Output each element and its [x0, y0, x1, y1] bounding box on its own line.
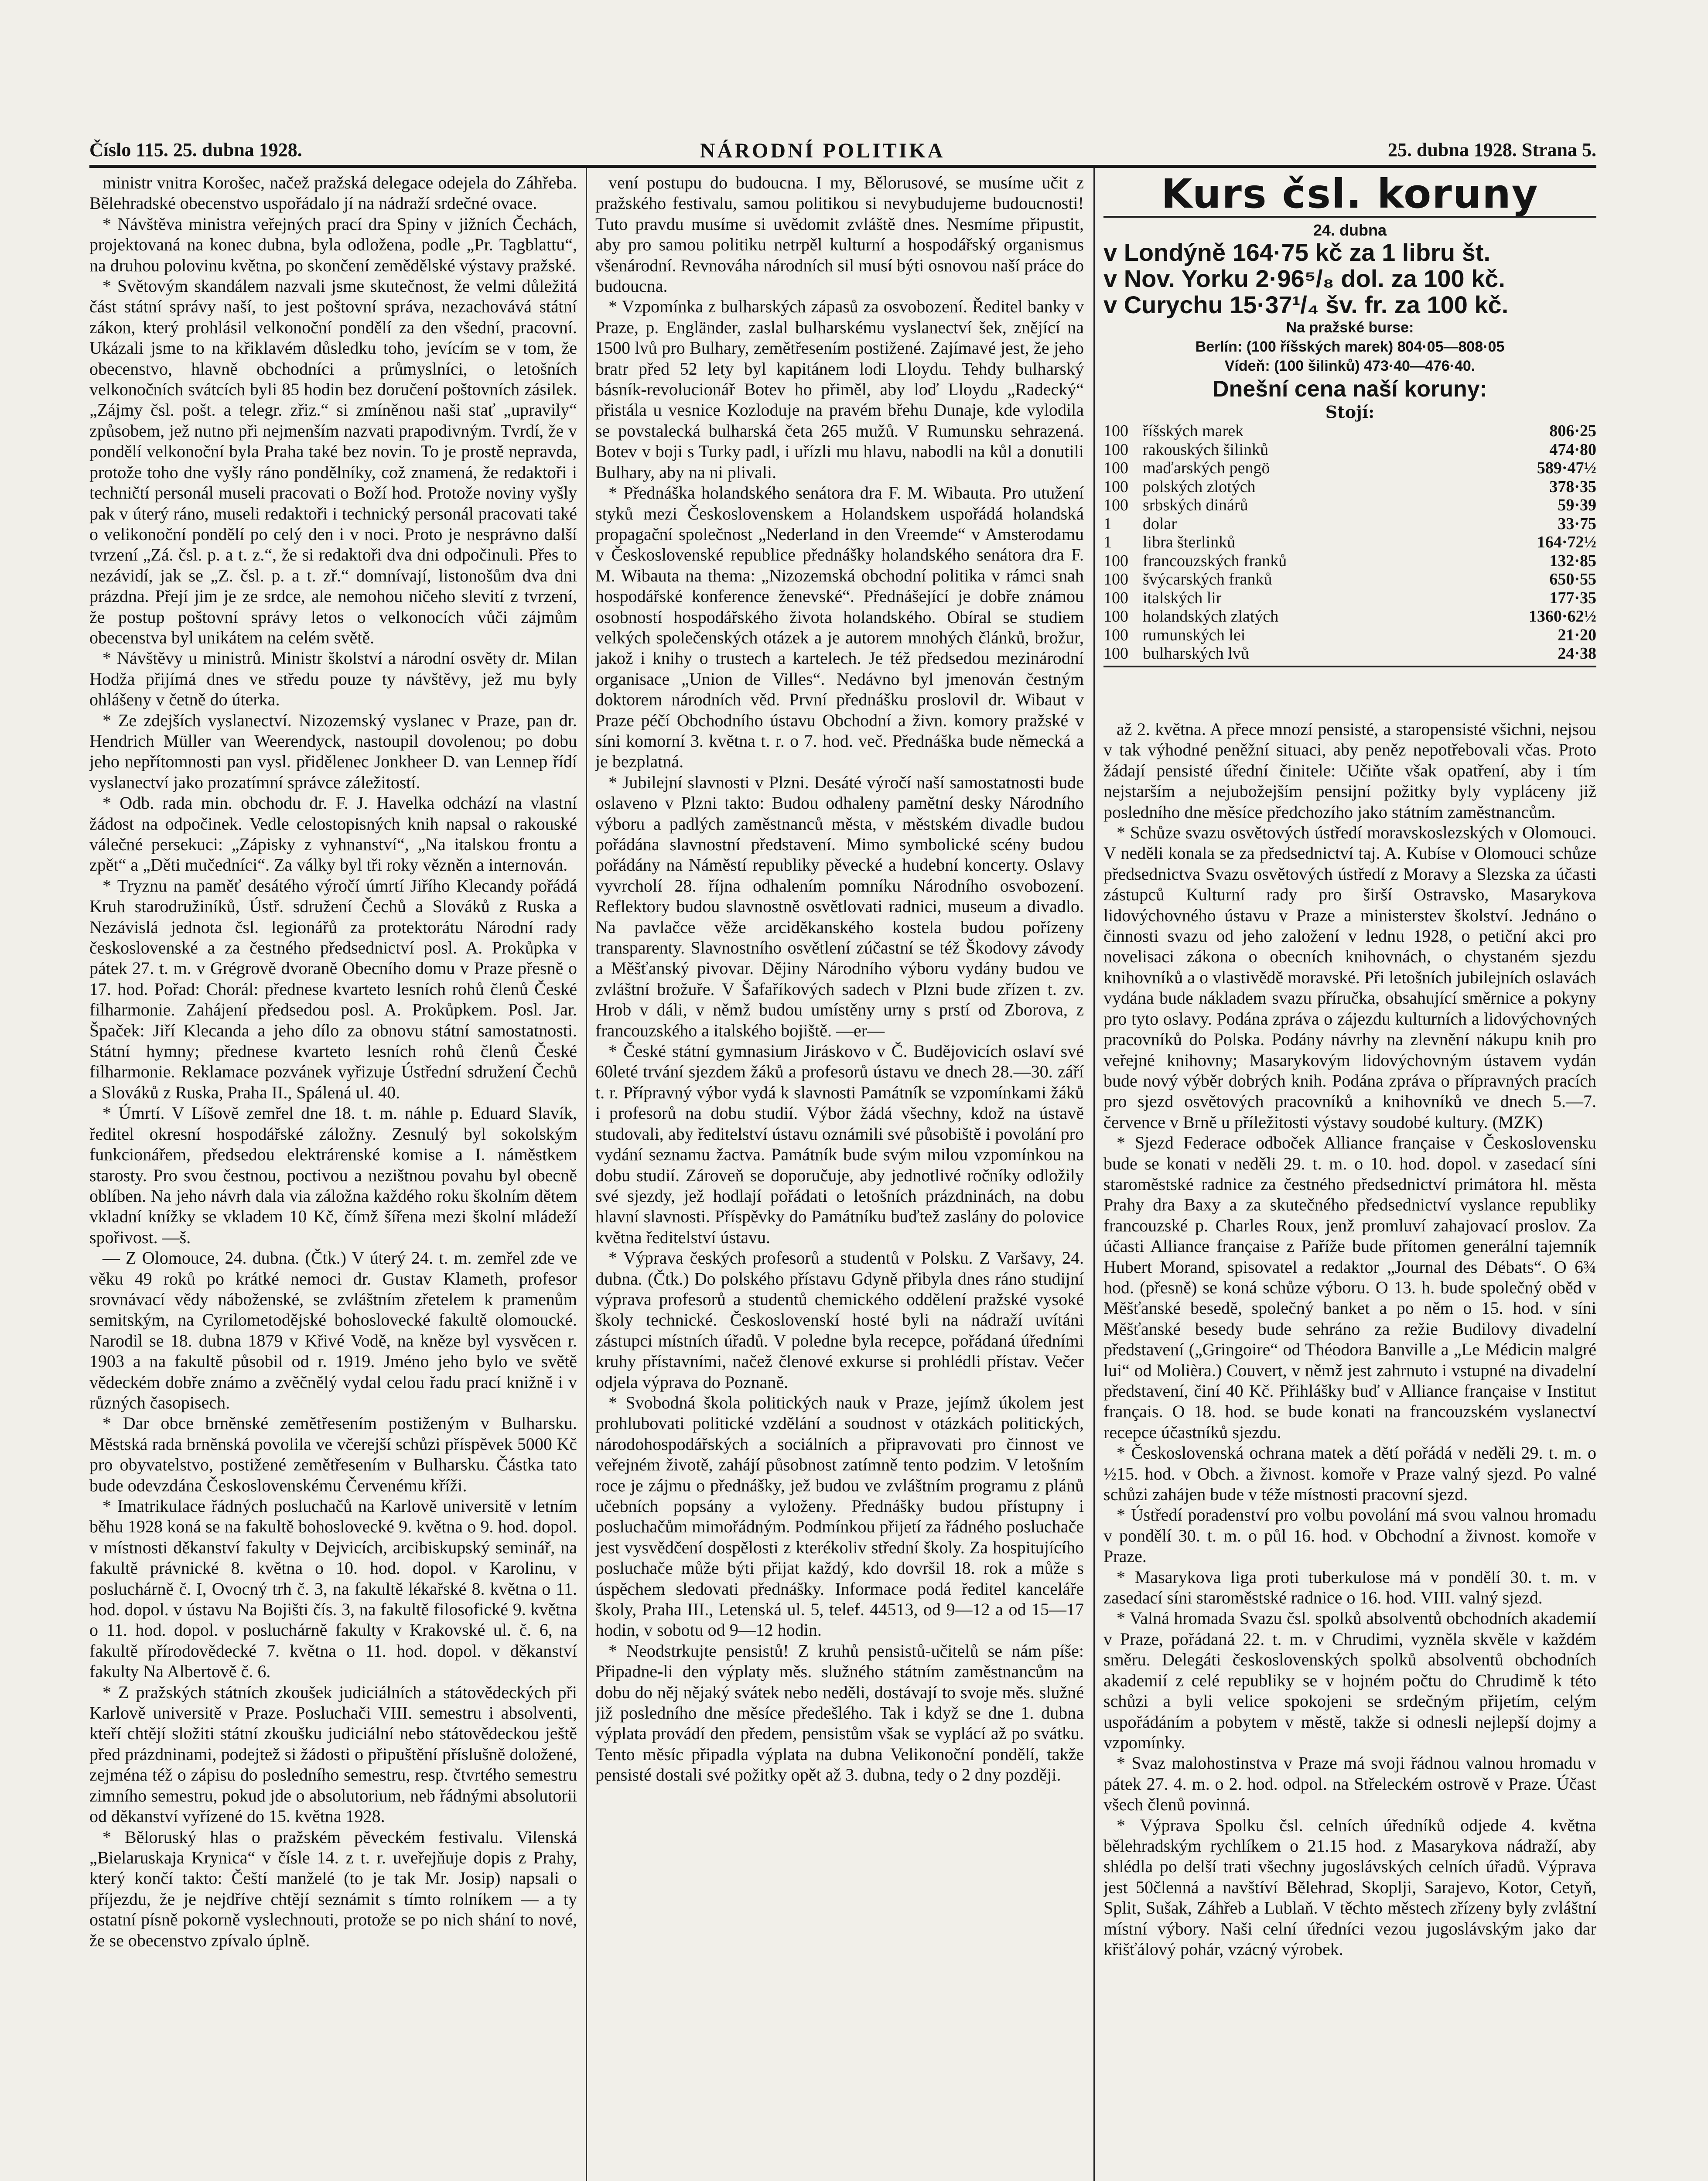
issue-number: Číslo 115. 25. dubna 1928.	[89, 139, 302, 161]
article-paragraph: * Jubilejní slavnosti v Plzni. Desáté výročí naší samostatnosti bude oslaveno v Plzni takto: Budou odhaleny pamětní desky Národního výboru a padlých zaměstnanců města, v městském divadle budou pořádána slavnostní představení. Mimo symbolické scény budou pořádány na Náměstí republiky pěvecké a hudební koncerty. Oslavy vyvrcholí 28. října odhalením pomníku Národního osvobození. Reflektory budou slavnostně osvětlovati radnici, museum a divadlo. Na pavlačce věže arciděkanského kostela budou pořízeny transparenty. Slavnostního osvětlení zúčastní se též Škodovy závody a Měšťanský pivovar. Dějiny Národního výboru vydány budou ve zvláštní brožuře. V Šafaříkových sadech v Plzni bude zřízen t. zv. Hrob v dáli, v němž budou umístěny urny s prstí od Zborova, z francouzského a italského bojiště. —er—	[595, 772, 1084, 1040]
rate-row	[1103, 496, 1596, 515]
rate-currency: libra šterlinků	[1143, 533, 1236, 551]
column-3	[1103, 719, 1596, 2181]
rate-currency: rumunských lei	[1143, 626, 1246, 644]
rate-berlin: Berlín: (100 říšských marek) 804·05—808·05	[1195, 338, 1505, 355]
rate-amount: 100	[1103, 459, 1128, 477]
rate-row	[1103, 459, 1596, 478]
article-paragraph: * Československá ochrana matek a dětí pořádá v neděli 29. t. m. o ½15. hod. v Obch. a živnost. komoře v Praze valný sjezd. Po valné schůzi zahájen bude v téže místnosti pracovní sjezd.	[1103, 1443, 1596, 1504]
rate-amount: 1	[1103, 533, 1112, 551]
rate-row	[1103, 626, 1596, 645]
exchange-rate-title: Kurs čsl. koruny	[1103, 172, 1596, 218]
article-paragraph: vení postupu do budoucna. I my, Bělorusové, se musíme učit z pražského festivalu, samou politikou si nevybudujeme budoucnosti! Tuto pravdu musíme si uvědomit zvláště dnes. Nesmíme připustit, aby pro samou politiku netrpěl kulturní a hospodářský organismus všenárodní. Revnováha národních sil musí býti osnovou naší práce do budoucna.	[595, 173, 1084, 296]
rate-value: 177·35	[1549, 588, 1596, 607]
rate-row	[1103, 441, 1596, 459]
rate-value: 164·72½	[1537, 533, 1596, 551]
rates-table	[1103, 422, 1596, 663]
article-paragraph: * Valná hromada Svazu čsl. spolků absolventů obchodních akademií v Praze, pořádaná 22. t. m. v Chrudimi, vyzněla skvěle v každém směru. Delegáti československých spolků absolventů obchodních akademií z celé republiky se v hojném počtu do Chrudimě k této schůzi a byli velice spokojeni se srdečným přijetím, celým uspořádáním a pobytem v městě, takže si odnesli nejlepší dojmy a vzpomínky.	[1103, 1608, 1596, 1752]
rate-value: 1360·62½	[1528, 607, 1596, 626]
rate-value: 21·20	[1558, 626, 1596, 644]
article-paragraph: * České státní gymnasium Jiráskovo v Č. Budějovicích oslaví své 60leté trvání sjezdem žáků a profesorů ústavu ve dnech 28.—30. září t. r. Přípravný výbor vydá k slavnosti Památník se vzpomínkami žáků i profesorů na dobu studií. Výbor žádá všechny, kdož na ústavě studovali, aby ředitelství ústavu oznámili své působiště i povolání pro vydání seznamu žactva. Památník bude svým milou vzpomínkou na dobu studií. Zároveň se doporučuje, aby jednotlivé ročníky odložily své sjezdy, jež hodlají pořádati o letošních prázdninách, na dobu hlavní slavnosti. Příspěvky do Památníku buďtež zaslány do polovice května ředitelství ústavu.	[595, 1041, 1084, 1247]
article-paragraph: * Úmrtí. V Líšově zemřel dne 18. t. m. náhle p. Eduard Slavík, ředitel okresní hospodářské záložny. Zesnulý byl sokolským funkcionářem, předsedou elektrárenské komise a I. náměstkem starosty. Pro svou čestnou, poctivou a nezištnou povahu byl obecně oblíben. Na jeho návrh dala via záložna každého roku školním dětem vkladní knížky se vkladem 10 Kč, čímž šířena mezi školní mládeží spořivost. —š.	[89, 1103, 577, 1247]
article-paragraph: * Výprava Spolku čsl. celních úředníků odjede 4. května bělehradským rychlíkem o 21.15 hod. z Masarykova nádraží, aby shlédla po delší trati všechny jugoslávských celních úřadů. Výprava jest 50členná a navštíví Bělehrad, Skoplji, Sarajevo, Kotor, Cetyň, Split, Sušak, Záhřeb a Lublaň. V těchto městech zřízeny byly zvláštní místní výbory. Naši celní úředníci vezou jugoslávským jako dar křišťálový pohár, vzácný výrobek.	[1103, 1815, 1596, 1959]
article-paragraph: * Svobodná škola politických nauk v Praze, jejímž úkolem jest prohlubovati politické vzdělání a soudnost v otázkách politických, národohospodářských a sociálních a připravovati pro činnost ve veřejném životě, zahájí působnost zatímně tento podzim. V letošním roce je zájmu o přednášky, jež budou ve zvláštním programu z plánů učebních popsány a vyloženy. Přednášky budou přístupny i posluchačům mimořádným. Podmínkou přijetí za řádného posluchače jest vysvědčení dospělosti z kterékoliv střední školy. Za hospitujícího posluchače může býti přijat každý, kdo dovršil 18. rok a může s úspěchem sledovati přednášky. Informace podá ředitel kanceláře školy, Praha III., Letenská ul. 5, telef. 44513, od 9—12 a od 15—17 hodin, v sobotu od 9—12 hodin.	[595, 1392, 1084, 1640]
rate-london: v Londýně 164·75 kč za 1 libru št.	[1103, 239, 1491, 266]
rate-value: 59·39	[1558, 496, 1596, 514]
stoji-label: Stojí:	[1325, 402, 1375, 422]
rate-amount: 100	[1103, 570, 1128, 588]
rate-value: 132·85	[1549, 551, 1596, 570]
article-paragraph: * Ze zdejších vyslanectví. Nizozemský vyslanec v Praze, pan dr. Hendrich Müller van Weerendyck, nastoupil dovolenou; po dobu jeho nepřítomnosti pan vysl. přidělenec Jonkheer D. van Lennep řídí vyslanectví jako prozatímní správce záležitostí.	[89, 710, 577, 792]
rate-currency: maďarských pengö	[1143, 459, 1270, 477]
rate-currency: srbských dinárů	[1143, 496, 1248, 514]
exchange-rate-rule	[1103, 666, 1596, 667]
rate-row	[1103, 533, 1596, 552]
article-paragraph: * Výprava českých profesorů a studentů v Polsku. Z Varšavy, 24. dubna. (Čtk.) Do polského přístavu Gdyně přibyla dnes ráno studijní výprava profesorů a studentů chemického oddělení pražské vysoké školy technické. Československí hosté byli na nádraží uvítáni zástupci místních úřadů. V poledne byla recepce, pořádaná úředními kruhy přístavními, načež členové exkurse si prohlédli přístav. Večer odjela výprava do Poznaně.	[595, 1248, 1084, 1392]
rate-currency: říšských marek	[1143, 422, 1244, 440]
rate-currency: dolar	[1143, 514, 1177, 533]
article-paragraph: * Neodstrkujte pensistů! Z kruhů pensistů-učitelů se nám píše: Připadne-li den výplaty měs. služného státním zaměstnancům na dobu do něj nějaký svátek nebo neděli, dostávají to svoje měs. služné již posledního dne měsíce předešlého. Tak i když se dne 1. dubna výplata provádí den předem, pensistům však se vyplácí až po svátku. Tento měsíc připadla výplata na dubna Velikonoční pondělí, takže pensisté dostali své požitky opět až 3. dubna, tedy o 2 dny později.	[595, 1641, 1084, 1785]
page-header	[89, 139, 1596, 165]
column-divider-2	[1093, 168, 1095, 2181]
rate-value: 589·47½	[1537, 459, 1596, 477]
column-1	[89, 172, 577, 2181]
rate-currency: bulharských lvů	[1143, 644, 1249, 663]
rate-amount: 100	[1103, 477, 1128, 496]
masthead: NÁRODNÍ POLITIKA	[700, 139, 945, 162]
rate-row	[1103, 478, 1596, 496]
rate-value: 378·35	[1549, 477, 1596, 496]
article-paragraph: * Dar obce brněnské zemětřesením postiženým v Bulharsku. Městská rada brněnská povolila ve včerejší schůzi příspěvek 5000 Kč pro obyvatelstvo, postižené zemětřesením v Bulharsku. Částka tato bude odevzdána Československému Červenému kříži.	[89, 1413, 577, 1495]
rate-currency: italských lir	[1143, 588, 1222, 607]
rate-row	[1103, 515, 1596, 533]
rate-amount: 100	[1103, 496, 1128, 514]
rate-row	[1103, 589, 1596, 608]
article-paragraph: * Světovým skandálem nazvali jsme skutečnost, že velmi důležitá část státní správy naší, to jest poštovní správa, nezachovává státní zákon, který prohlásil velkonoční pondělí za den všední, pracovní. Ukázali jsme to na křiklavém důsledku toho, jevícím se v tom, že obecenstvo, hlavně obchodníci a průmyslníci, o letošních velkonočních svátcích byli 85 hodin bez doručení poštovních zásilek. „Zájmy čsl. pošt. a telegr. zřiz.“ si zmíněnou naši stať „upravily“ způsobem, jež nutno při nejmenším nazvati prapodivným. Tvrdí, že v pondělí velkonoční byla Praha také bez novin. To je prostě nepravda, protože toho dne vyšly ráno pondělníky, což znamená, že redaktoři i techničtí personál museli pracovati o Boží hod. Protože noviny vyšly pak v úterý ráno, museli redaktoři i technický personál pracovati také o velikonoční pondělí po celý den i v noci. Proto je nesprávno další tvrzení „Zá. čsl. p. a t. z.“, že si redaktoři dva dni odpočinuli. Přes to nezávidí, jak se „Z. čsl. p. a t. zř.“ domnívají, listonošům dva dni prázdna. Přejí jim je ze srdce, ale nemohou ničeho slevití z tvrzení, že postup poštovní správy letos o velkonocích vůči zájmům obecenstva byl unikátem na celém světě.	[89, 276, 577, 647]
column-2	[595, 172, 1084, 2181]
koruna-price-title: Dnešní cena naší koruny:	[1213, 376, 1487, 402]
rate-amount: 100	[1103, 607, 1128, 626]
rate-row	[1103, 607, 1596, 626]
rate-amount: 1	[1103, 514, 1112, 533]
rate-amount: 100	[1103, 440, 1128, 459]
rate-currency: polských zlotých	[1143, 477, 1256, 496]
rate-value: 24·38	[1558, 644, 1596, 663]
rate-amount: 100	[1103, 644, 1128, 663]
article-paragraph: * Svaz malohostinstva v Praze má svoji řádnou valnou hromadu v pátek 27. 4. m. o 2. hod. odpol. na Střeleckém ostrově v Praze. Účast všech členů povinná.	[1103, 1753, 1596, 1815]
rate-value: 650·55	[1549, 570, 1596, 588]
rate-currency: rakouských šilinků	[1143, 440, 1269, 459]
article-paragraph: až 2. května. A přece mnozí pensisté, a staropensisté všichni, nejsou v tak výhodné peněžní situaci, aby peněz nepotřebovali včas. Proto žádají pensisté úřední činitele: Učiňte však opatření, aby i tím nejstarším a nejubožejším pensijní požitky byly vypláceny již posledního dne měsíce předchozího jako státním zaměstnancům.	[1103, 719, 1596, 822]
rate-currency: holandských zlatých	[1143, 607, 1279, 626]
burse-title: Na pražské burse:	[1286, 319, 1414, 336]
exchange-rate-box	[1103, 172, 1596, 713]
article-paragraph: * Z pražských státních zkoušek judiciálních a státovědeckých při Karlově universitě v Praze. Posluchači VIII. semestru i absolventi, kteří chtějí složiti státní zkoušku judiciální nebo státovědeckou ještě před prázdninami, podejtež si žádosti o připuštění příslušně doložené, zejména též o zápisu do posledního semestru, resp. čtvrtého semestru zimního semestru, pokud jde o absolutorium, neb řádnými absolutorii od děkanství vyřízené do 15. května 1928.	[89, 1682, 577, 1826]
article-paragraph: * Přednáška holandského senátora dra F. M. Wibauta. Pro utužení styků mezi Československem a Holandskem uspořádá holandská propagační společnost „Nederland in den Vreemde“ v Amsterodamu v Československé republice přednášky holandského senátora dra F. M. Wibauta na thema: „Nizozemská obchodní politika v rámci snah hospodářské konference ženevské“. Přednášející je dobře známou osobností hospodářského života holandského. Obíral se studiem velkých společenských otázek a je autorem mnohých článků, brožur, jakož i knihy o trustech a kartelech. Je též předsedou mezinárodní organisace „Union de Villes“. Nedávno byl jmenován čestným doktorem národních věd. První přednášku proslovil dr. Wibaut v Praze péčí Obchodního ústavu Obchodní a živn. komory pražské v síni komorní 3. května t. r. o 7. hod. več. Přednáška bude německá a je bezplatná.	[595, 483, 1084, 772]
article-paragraph: — Z Olomouce, 24. dubna. (Čtk.) V úterý 24. t. m. zemřel zde ve věku 49 roků po krátké nemoci dr. Gustav Klameth, profesor srovnávací vědy náboženské, se zvláštním zřetelem k pramenům semitským, na Cyrilometodějské bohoslovecké fakultě olomoucké. Narodil se 18. dubna 1879 v Křivé Vodě, na kněze byl vysvěcen r. 1903 a na fakultě působil od r. 1919. Jméno jeho bylo ve světě vědeckém dobře známo a zvěčnělý vydal celou řadu prací knižně i v různých časopisech.	[89, 1248, 577, 1412]
article-paragraph: * Ústředí poradenství pro volbu povolání má svou valnou hromadu v pondělí 30. t. m. o půl 16. hod. v Obchodní a živnost. komoře v Praze.	[1103, 1505, 1596, 1566]
article-paragraph: * Odb. rada min. obchodu dr. F. J. Havelka odchází na vlastní žádost na odpočinek. Vedle celostopisných knih napsal o rakouské válečné persekuci: „Zápisky z vyhnanství“, „Na italskou frontu a zpět“ a „Děti mučedníci“. Za války byl tři roky vězněn a internován.	[89, 793, 577, 875]
rate-row	[1103, 422, 1596, 441]
column-divider-1	[586, 168, 587, 2181]
article-paragraph: * Tryznu na paměť desátého výročí úmrtí Jiřího Klecandy pořádá Kruh starodružiníků, Ústř. sdružení Čechů a Slováků z Ruska a Nezávislá jednota čsl. legionářů za protektorátu Národní rady československé a za čestného předsednictví posl. A. Prokůpka v pátek 27. t. m. v Grégrově dvoraně Obecního domu v Praze přesně o 17. hod. Pořad: Chorál: přednese kvarteto lesních rohů členů České filharmonie. Zahájení předsedou posl. A. Prokůpkem. Posl. Jar. Špaček: Jiří Klecanda a jeho dílo za obnovu státní samostatnosti. Státní hymny; přednese kvarteto lesních rohů členů České filharmonie. Reklamace pozvánek vyřizuje Ústřední sdružení Čechů a Slováků z Ruska, Praha II., Spálená ul. 40.	[89, 875, 577, 1102]
rate-value: 474·80	[1549, 440, 1596, 459]
rate-value: 33·75	[1558, 514, 1596, 533]
rate-amount: 100	[1103, 588, 1128, 607]
rate-currency: francouzských franků	[1143, 551, 1287, 570]
article-paragraph: * Schůze svazu osvětových ústředí moravskoslezských v Olomouci. V neděli konala se za předsednictví taj. A. Kubíse v Olomouci schůze předsednictva Svazu osvětových ústředí z Moravy a Slezska za účasti zástupců Kulturní rady pro širší Ostravsko, Masarykova lidovýchovného ústavu v Praze a ministerstev školství. Jednáno o činnosti svazu od jeho založení v lednu 1928, o petiční akci pro novelisaci zákona o obecních knihovnách, o chystaném sjezdu knihovníků a o vlastivědě moravské. Při letošních jubilejních oslavách vydána bude nákladem svazu příručka, obsahující směrnice a pokyny pro tyto oslavy. Podána zpráva o zájezdu kulturních a lidovýchovných pracovníků do Polska. Podány návrhy na zlevnění nákupu knih pro veřejné knihovny; Masarykovým lidovýchovným ústavem vydán bude nový výběr dobrých knih. Podána zpráva o přípravných pracích pro sjezd osvětových pracovníků a knihovníků ve dnech 5.—7. července v Brně u příležitosti výstavy soudobé kultury. (MZK)	[1103, 823, 1596, 1132]
rate-row	[1103, 644, 1596, 663]
article-paragraph: * Masarykova liga proti tuberkulose má v pondělí 30. t. m. v zasedací síni staroměstské radnice o 16. hod. VIII. valný sjezd.	[1103, 1567, 1596, 1608]
exchange-rate-date: 24. dubna	[1313, 221, 1387, 239]
rate-row	[1103, 552, 1596, 571]
article-paragraph: * Návštěva ministra veřejných prací dra Spiny v jižních Čechách, projektovaná na konec dubna, byla odložena, podle „Pr. Tagblattu“, na druhou polovinu května, po skončení zemědělské výstavy pražské.	[89, 214, 577, 275]
header-rule	[89, 165, 1596, 168]
article-paragraph: * Návštěvy u ministrů. Ministr školství a národní osvěty dr. Milan Hodža přijímá dnes ve středu pouze ty návštěvy, jež mu byly ohlášeny v četně do úterka.	[89, 648, 577, 710]
rate-amount: 100	[1103, 551, 1128, 570]
article-paragraph: * Běloruský hlas o pražském pěveckém festivalu. Vilenská „Bielaruskaja Krynica“ v čísle 14. z t. r. uveřejňuje dopis z Prahy, který končí takto: Čeští manželé (to je tak Mr. Josip) napsali o příjezdu, že je nejdříve chtějí seznámit s tímto rolníkem — a ty ostatní písně pokorně vyslechnouti, protože se po nich shání to nové, že se obecenstvo zpívalo úplně.	[89, 1827, 577, 1950]
article-paragraph: * Sjezd Federace odboček Alliance française v Československu bude se konati v neděli 29. t. m. o 10. hod. dopol. v zasedací síni staroměstské radnice za čestného předsednictví primátora hl. města Prahy dra Baxy a za skutečného předsednictví vyslance republiky francouzské p. Charles Roux, jenž promluví zahajovací proslov. Za účasti Alliance française z Paříže bude přítomen generální tajemník Hubert Morand, spisovatel a redaktor „Journal des Débats“. O 6¾ hod. (přesně) se koná schůze výboru. O 13. h. bude společný oběd v Měšťanské besedě, společný banket a po něm o 15. hod. v síni Měšťanské besedy bude sehráno za režie Budilovy divadelní představení („Gringoire“ od Théodora Banville a „Le Médicin malgré lui“ od Molièra.) Couvert, v němž jest zahrnuto i vstupné na divadelní představení, činí 40 Kč. Přihlášky buď v Alliance française v Institut français. O 18. hod. se bude konati na francouzském vyslanectví recepce účastníků sjezdu.	[1103, 1133, 1596, 1442]
rate-currency: švýcarských franků	[1143, 570, 1272, 588]
rate-zurich: v Curychu 15·37¹/₄ šv. fr. za 100 kč.	[1103, 291, 1509, 318]
rate-wien: Vídeň: (100 šilinků) 473·40—476·40.	[1224, 358, 1476, 374]
rate-value: 806·25	[1549, 422, 1596, 440]
rate-row	[1103, 570, 1596, 589]
article-paragraph: * Imatrikulace řádných posluchačů na Karlově universitě v letním běhu 1928 koná se na fakultě bohoslovecké 9. května o 9. hod. dopol. v místnosti děkanství fakulty v Dejvicích, arcibiskupský seminář, na fakultě právnické 8. května o 10. hod. dopol. v Karolinu, v posluchárně č. I, Ovocný trh č. 3, na fakultě lékařské 8. května o 11. hod. dopol. v ústavu Na Bojišti čís. 3, na fakultě filosofické 9. května o 11. hod. dopol. v posluchárně fakulty v Krakovské ul. č. 6, na fakultě přírodovědecké 7. května o 11. hod. dopol. v děkanství fakulty Na Albertově č. 6.	[89, 1496, 577, 1682]
article-paragraph: * Vzpomínka z bulharských zápasů za osvobození. Ředitel banky v Praze, p. Engländer, zaslal bulharskému vyslanectví šek, znějící na 1500 lvů pro Bulhary, zemětřesením postižené. Zajímavé jest, že jeho bratr před 52 lety byl kapitánem lodi Lloydu. Tehdy bulharský básník-revolucionář Botev ho přiměl, aby loď Lloydu „Radecký“ přistála u vesnice Kozloduje na pravém břehu Dunaje, kde vylodila se povstalecká bulharská četa 265 mužů. V Rumunsku sehrazená. Botev v boji s Turky padl, i uřízli mu hlavu, nabodli na kůl a donutili Bulhary, aby na ni plivali.	[595, 297, 1084, 482]
page-date: 25. dubna 1928. Strana 5.	[1387, 139, 1596, 161]
article-paragraph: ministr vnitra Korošec, načež pražská delegace odejela do Záhřeba. Bělehradské obecenstvo uspořádalo jí na nádraží srdečné ovace.	[89, 173, 577, 213]
rate-amount: 100	[1103, 626, 1128, 644]
rate-amount: 100	[1103, 422, 1128, 440]
rate-newyork: v Nov. Yorku 2·96⁵/₈ dol. za 100 kč.	[1103, 265, 1505, 292]
